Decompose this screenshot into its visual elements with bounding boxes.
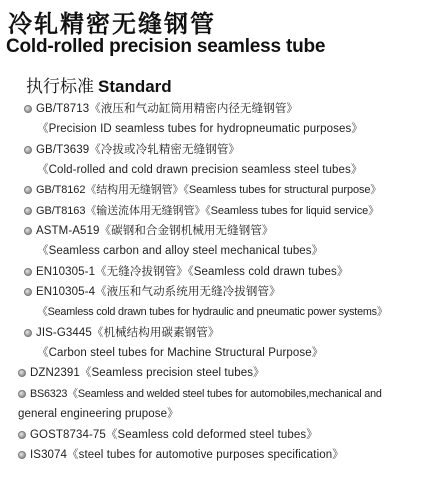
standard-item xyxy=(0,425,429,445)
standard-text: EN10305-1《无缝冷拔钢管》《Seamless cold drawn tubes》 xyxy=(36,265,349,278)
standard-translation xyxy=(0,241,429,261)
standard-text: DZN2391《Seamless precision steel tubes》 xyxy=(30,367,265,380)
bullet-icon xyxy=(18,431,26,439)
standard-translation xyxy=(0,302,429,322)
bullet-icon xyxy=(18,451,26,459)
bullet-icon xyxy=(24,186,32,194)
standard-continuation xyxy=(0,404,429,424)
standard-text: GB/T3639《冷拔或冷轧精密无缝钢管》 xyxy=(36,143,241,156)
bullet-icon xyxy=(24,105,32,113)
section-label-english: Standard xyxy=(98,77,172,96)
bullet-icon xyxy=(24,146,32,154)
standard-translation xyxy=(0,343,429,363)
standard-item xyxy=(0,384,429,404)
title-english: Cold-rolled precision seamless tube xyxy=(6,36,326,57)
bullet-icon xyxy=(24,288,32,296)
standard-text: IS3074《steel tubes for automotive purposes specification》 xyxy=(30,448,344,461)
standard-text: BS6323《Seamless and welded steel tubes for automobiles,mechanical and xyxy=(30,387,382,400)
standard-text: 《Carbon steel tubes for Machine Structural Purpose》 xyxy=(37,347,324,360)
standard-item xyxy=(0,282,429,302)
standard-item xyxy=(0,221,429,241)
bullet-icon xyxy=(18,390,26,398)
section-heading xyxy=(26,72,172,97)
standard-text: GOST8734-75《Seamless cold deformed steel tubes》 xyxy=(30,428,318,441)
standard-text: 《Seamless cold drawn tubes for hydraulic and pneumatic power systems》 xyxy=(37,306,388,319)
standard-text: general engineering prupose》 xyxy=(18,408,179,421)
standard-item xyxy=(0,323,429,343)
standard-text: GB/T8162《结构用无缝钢管》《Seamless tubes for structural purpose》 xyxy=(36,184,382,197)
standard-item xyxy=(0,180,429,200)
standard-text: 《Cold-rolled and cold drawn precision seamless steel tubes》 xyxy=(37,164,363,177)
standard-item xyxy=(0,201,429,221)
standard-item xyxy=(0,99,429,119)
standard-item xyxy=(0,140,429,160)
standard-text: 《Seamless carbon and alloy steel mechanical tubes》 xyxy=(37,245,324,258)
bullet-icon xyxy=(24,329,32,337)
standard-item xyxy=(0,363,429,383)
standard-text: ASTM-A519《碳钢和合金钢机械用无缝钢管》 xyxy=(36,225,274,238)
standard-text: 《Precision ID seamless tubes for hydropneumatic purposes》 xyxy=(37,123,363,136)
standard-text: GB/T8163《输送流体用无缝钢管》《Seamless tubes for liquid service》 xyxy=(36,204,380,217)
standards-list xyxy=(0,99,429,465)
bullet-icon xyxy=(24,207,32,215)
standard-text: GB/T8713《液压和气动缸筒用精密内径无缝钢管》 xyxy=(36,103,299,115)
bullet-icon xyxy=(24,268,32,276)
standard-text: EN10305-4《液压和气动系统用无缝冷拔钢管》 xyxy=(36,286,281,299)
standard-translation xyxy=(0,160,429,180)
title-chinese: 冷轧精密无缝钢管 xyxy=(8,10,216,38)
standard-translation xyxy=(0,119,429,139)
standard-text: JIS-G3445《机械结构用碳素钢管》 xyxy=(36,326,220,339)
standard-item xyxy=(0,262,429,282)
bullet-icon xyxy=(18,369,26,377)
bullet-icon xyxy=(24,227,32,235)
section-label-chinese: 执行标准 xyxy=(26,77,94,97)
standard-item xyxy=(0,445,429,465)
